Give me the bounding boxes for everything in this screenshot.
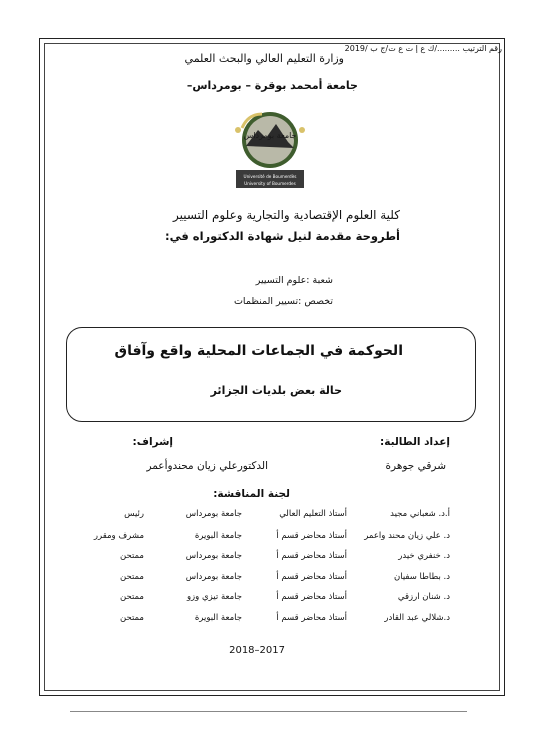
footer-divider (70, 711, 467, 712)
title-box (66, 327, 476, 422)
jury-row (0, 613, 540, 633)
supervision-label: إشراف: (132, 436, 173, 448)
jury-university: جامعة تيزي وزو (186, 592, 242, 602)
logo-french-text: Université de Boumerdès (243, 174, 297, 179)
ministry-name: وزارة التعليم العالي والبحث العلمي (184, 52, 344, 65)
jury-rank: أستاذ التعليم العالي (279, 509, 347, 519)
jury-rank: أستاذ محاضر قسم أ (276, 572, 347, 582)
thesis-label: أطروحة مقدمة لنيل شهادة الدكتوراه في: (165, 229, 400, 243)
jury-role: ممتحن (120, 613, 144, 623)
jury-role: مشرف ومقرر (93, 531, 144, 541)
jury-row (0, 531, 540, 551)
jury-role: ممتحن (120, 592, 144, 602)
jury-rank: أستاذ محاضر قسم أ (276, 531, 347, 541)
student-name: شرقي جوهرة (385, 460, 446, 472)
jury-university: جامعة البويرة (194, 531, 242, 541)
jury-university: جامعة البويرة (194, 613, 242, 623)
faculty-name: كلية العلوم الإقتصادية والتجارية وعلوم التسيير (172, 208, 400, 222)
specialty: تخصص :تسيير المنظمات (233, 296, 333, 307)
reference-number: رقم الترتيب ........./ك ع إ ت ع ت/ج ب /2019 (344, 44, 502, 53)
prepared-by-label: إعداد الطالبة: (380, 436, 450, 448)
jury-role: ممتحن (120, 572, 144, 582)
jury-rank: أستاذ محاضر قسم أ (276, 613, 347, 623)
jury-row (0, 592, 540, 612)
jury-name: أ.د. شعباني مجيد (390, 509, 450, 519)
thesis-title: الحوكمة في الجماعات المحلية واقع وآفاق (114, 343, 403, 359)
jury-rank: أستاذ محاضر قسم أ (276, 592, 347, 602)
thesis-subtitle: حالة بعض بلديات الجزائر (210, 384, 342, 397)
jury-name: د. شنان ارزقي (397, 592, 450, 602)
jury-row (0, 551, 540, 571)
logo-english-text: University of Boumerdes (244, 181, 296, 186)
jury-name: د. خنفري خيدر (398, 551, 450, 561)
jury-university: جامعة بومرداس (185, 551, 242, 561)
jury-row (0, 572, 540, 592)
jury-university: جامعة بومرداس (185, 572, 242, 582)
jury-role: ممتحن (120, 551, 144, 561)
jury-name: د. علي زيان محند واعمر (364, 531, 450, 541)
jury-name: د.شلالي عبد القادر (384, 613, 450, 623)
jury-university: جامعة بومرداس (185, 509, 242, 519)
logo-arabic-text: جامعة بومرداس (243, 131, 297, 140)
jury-name: د. بطاطا سفيان (394, 572, 450, 582)
supervisor-name: الدكتورعلي زيان محندوأعمر (146, 460, 268, 472)
jury-role: رئيس (124, 509, 144, 519)
academic-year: 2018–2017 (229, 645, 285, 656)
jury-label: لجنة المناقشة: (213, 488, 290, 500)
jury-rank: أستاذ محاضر قسم أ (276, 551, 347, 561)
university-name: جامعة أمحمد بوقرة – بومرداس– (186, 79, 358, 92)
branch: شعبة :علوم التسيير (255, 275, 333, 286)
university-logo (218, 108, 322, 194)
jury-row (0, 509, 540, 529)
